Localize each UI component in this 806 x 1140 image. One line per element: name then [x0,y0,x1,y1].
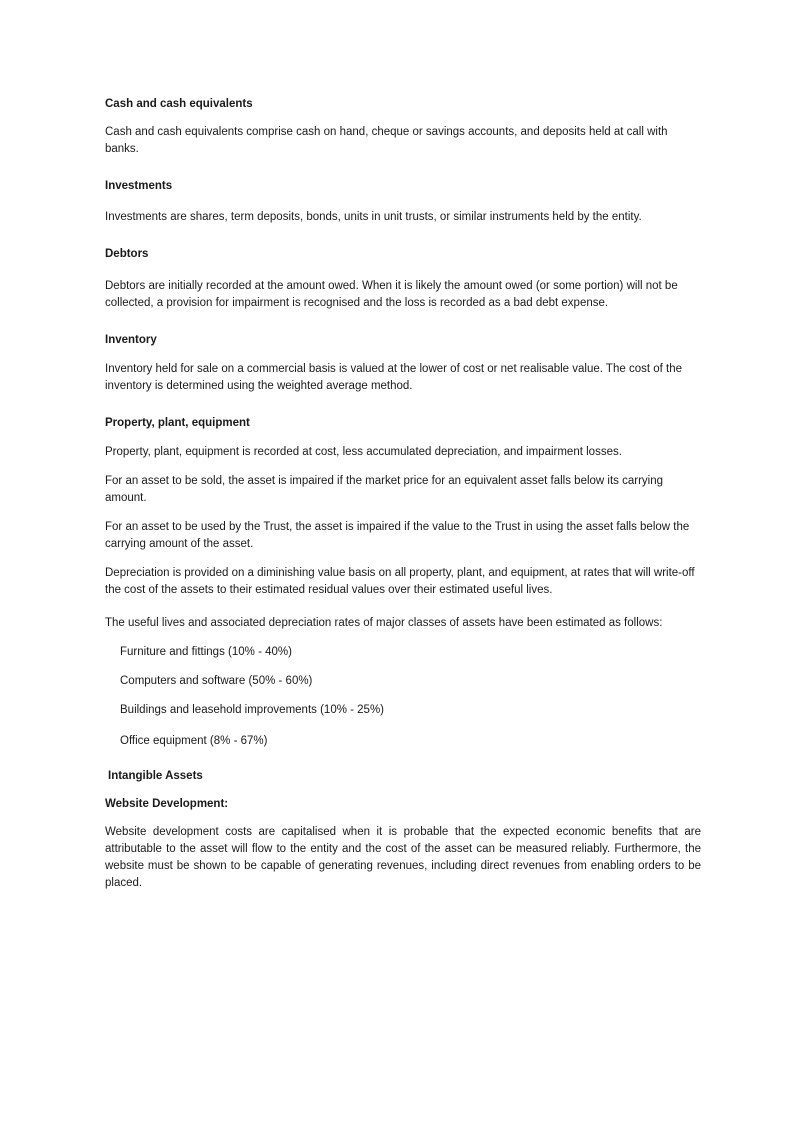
heading-website-development: Website Development: [105,798,229,810]
paragraph-website-development: Website development costs are capitalised when it is probable that the expected economic benefits that are attributable to the asset will flow to the entity and the cost of the asset can be measured reliably. Furthermore, the website must be shown to be capable of generating revenues, including direct revenues from enabling orders to be placed. [105,826,701,889]
paragraph-inventory: Inventory held for sale on a commercial basis is valued at the lower of cost or net realisable value. The cost of the inventory is determined using the weighted average method. [105,363,683,392]
heading-intangible-assets: Intangible Assets [108,770,203,782]
paragraph-investments: Investments are shares, term deposits, bonds, units in unit trusts, or similar instruments held by the entity. [105,211,642,223]
paragraph-ppe-1: Property, plant, equipment is recorded at cost, less accumulated depreciation, and impairment losses. [105,446,622,458]
list-item: Office equipment (8% - 67%) [120,735,268,747]
heading-debtors: Debtors [105,248,149,260]
paragraph-ppe-3: For an asset to be used by the Trust, the asset is impaired if the value to the Trust in using the asset falls below the carrying amount of the asset. [105,521,690,550]
heading-inventory: Inventory [105,334,157,346]
paragraph-debtors: Debtors are initially recorded at the amount owed. When it is likely the amount owed (or some portion) will not be collected, a provision for impairment is recognised and the loss is recorded as a bad debt expense. [105,280,678,309]
paragraph-ppe-2: For an asset to be sold, the asset is impaired if the market price for an equivalent asset falls below its carrying amount. [105,475,664,504]
list-item: Buildings and leasehold improvements (10% - 25%) [120,704,385,716]
list-item: Furniture and fittings (10% - 40%) [120,646,292,658]
paragraph-ppe-4: Depreciation is provided on a diminishing value basis on all property, plant, and equipment, at rates that will write-off the cost of the assets to their estimated residual values over their estimated useful lives. [105,567,695,596]
paragraph-ppe-5: The useful lives and associated depreciation rates of major classes of assets have been estimated as follows: [105,617,663,629]
heading-ppe: Property, plant, equipment [105,417,250,429]
heading-investments: Investments [105,180,173,192]
document-body [105,96,701,892]
paragraph-cash: Cash and cash equivalents comprise cash on hand, cheque or savings accounts, and deposits held at call with banks. [105,126,668,155]
list-item: Computers and software (50% - 60%) [120,675,313,687]
heading-cash: Cash and cash equivalents [105,98,253,110]
